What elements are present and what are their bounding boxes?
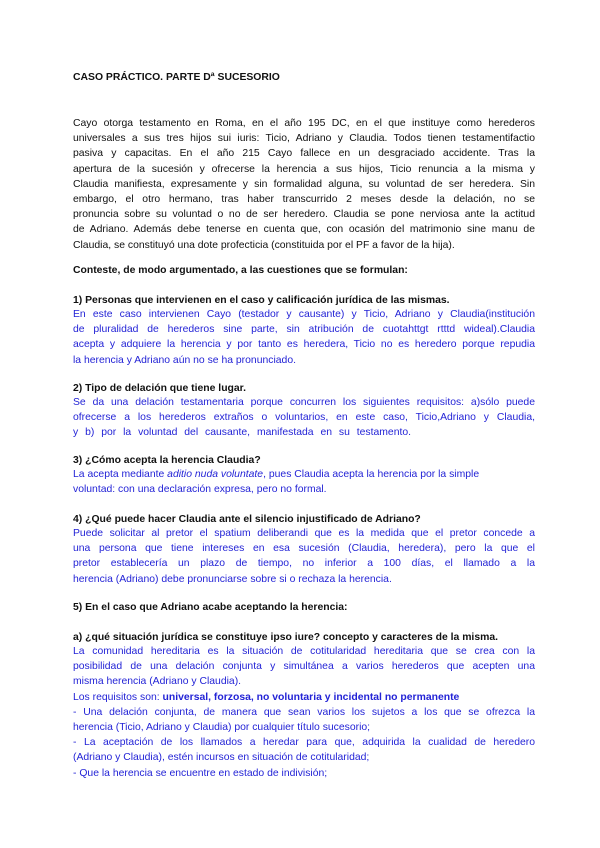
intro-line: embargo, el otro hermano, tras haber transcurrido 2 meses desde la delación, no se	[73, 194, 535, 206]
intro-line: universales a sus tres hijos sui iuris: Ticio, Adriano y Claudia. Todos tienen testamentifactio	[73, 133, 535, 145]
requirement-item: herencia (Ticio, Adriano y Claudia) por cualquier título sucesorio;	[73, 722, 371, 734]
answer-line: Se da una delación testamentaria porque concurren los siguientes requisitos: a)sólo puede	[73, 397, 535, 408]
intro-line: Claudia manifiesta, expresamente y sin formalidad alguna, su voluntad de ser heredera. Sin	[73, 178, 535, 190]
answer-line: misma herencia (Adriano y Claudia).	[73, 676, 242, 688]
answer-line	[73, 467, 535, 482]
requirements-line	[73, 690, 535, 705]
intro-line: de Adriano. Además debe tenerse en cuenta que, con ocasión del matrimonio sine manu de	[73, 224, 535, 236]
answer-line: y b) por la voluntad del causante, manifestada en su testamento.	[73, 427, 412, 439]
requirements-list: universal, forzosa, no voluntaria y incidental no permanente	[162, 691, 460, 703]
instruction-heading: Conteste, de modo argumentado, a las cuestiones que se formulan:	[73, 265, 408, 276]
question-4: 4) ¿Qué puede hacer Claudia ante el silencio injustificado de Adriano?	[73, 514, 421, 525]
answer-line: de pluralidad de herederos sine parte, sin atribución de cuotahttgt rtttd wideal).Claudia	[73, 324, 535, 336]
answer-line: voluntad: con una declaración expresa, pero no formal.	[73, 484, 327, 496]
document-title: CASO PRÁCTICO. PARTE Dª SUCESORIO	[73, 72, 280, 83]
answer-line: una persona que tiene intereses en esa sucesión (Claudia, heredera), pero la que el	[73, 543, 535, 555]
answer-text: , pues Claudia acepta la herencia por la simple	[263, 469, 480, 480]
answer-line: En este caso intervienen Cayo (testador y causante) y Ticio, Adriano y Claudia(institución	[73, 309, 535, 320]
intro-line: Cayo otorga testamento en Roma, en el año 195 DC, en el que instituye como herederos	[73, 118, 535, 129]
answer-line: La comunidad hereditaria es la situación de cotitularidad hereditaria que se crea con la	[73, 646, 535, 657]
question-3: 3) ¿Cómo acepta la herencia Claudia?	[73, 455, 261, 466]
question-5: 5) En el caso que Adriano acabe aceptando la herencia:	[73, 602, 348, 613]
answer-line: acepta y adquiere la herencia y por tanto es heredera, Ticio no es heredero porque repudia	[73, 339, 535, 351]
intro-paragraph	[73, 116, 535, 253]
answer-4	[73, 526, 535, 587]
requirement-item: - La aceptación de los llamados a heredar para que, adquirida la cualidad de heredero	[73, 737, 535, 749]
answer-line: pretor establecería un plazo de tiempo, no inferior a 100 días, el llamado a la	[73, 558, 535, 570]
answer-line: herencia (Adriano) debe pronunciarse sobre si o rechaza la herencia.	[73, 573, 392, 585]
question-5a: a) ¿qué situación jurídica se constituye ipso iure? concepto y caracteres de la misma.	[73, 632, 499, 643]
requirements-label: Los requisitos son:	[73, 691, 163, 703]
answer-line: ofrecerse a los herederos extraños o voluntarios, en este caso, Ticio,Adriano y Claudia,	[73, 412, 535, 424]
answer-3	[73, 467, 535, 497]
answer-5a	[73, 644, 535, 781]
requirement-item: - Una delación conjunta, de manera que sean varios los sujetos a los que se ofrezca la	[73, 706, 535, 718]
intro-line: pronuncia sobre su voluntad o no de ser heredero. Claudia se pone nerviosa ante la actitud	[73, 209, 535, 221]
requirement-item: - Que la herencia se encuentre en estado de indivisión;	[73, 767, 328, 779]
question-1: 1) Personas que intervienen en el caso y calificación jurídica de las mismas.	[73, 295, 450, 306]
answer-text: La acepta mediante	[73, 469, 168, 480]
intro-line: Claudia, se constituyó una dote profecticia (constituida por el PF a favor de la hija).	[73, 239, 455, 251]
answer-line: Puede solicitar al pretor el spatium deliberandi que es la medida que el pretor concede a	[73, 528, 535, 539]
answer-line: posibilidad de una delación conjunta y simultánea a varios herederos que acepten una	[73, 661, 535, 673]
requirement-item: (Adriano y Claudia), estén incursos en situación de cotitularidad;	[73, 752, 370, 764]
intro-line: apertura de la sucesión y ofrecerse la herencia a sus hijos, Ticio renuncia a la misma y	[73, 163, 535, 175]
question-2: 2) Tipo de delación que tiene lugar.	[73, 383, 247, 394]
answer-1	[73, 307, 535, 368]
intro-line: pasiva y capacitas. En el año 215 Cayo fallece en un desgraciado accidente. Tras la	[73, 148, 535, 160]
latin-term: aditio nuda voluntate	[167, 469, 264, 480]
answer-line: la herencia y Adriano aún no se ha pronunciado.	[73, 354, 296, 366]
answer-2	[73, 395, 535, 441]
